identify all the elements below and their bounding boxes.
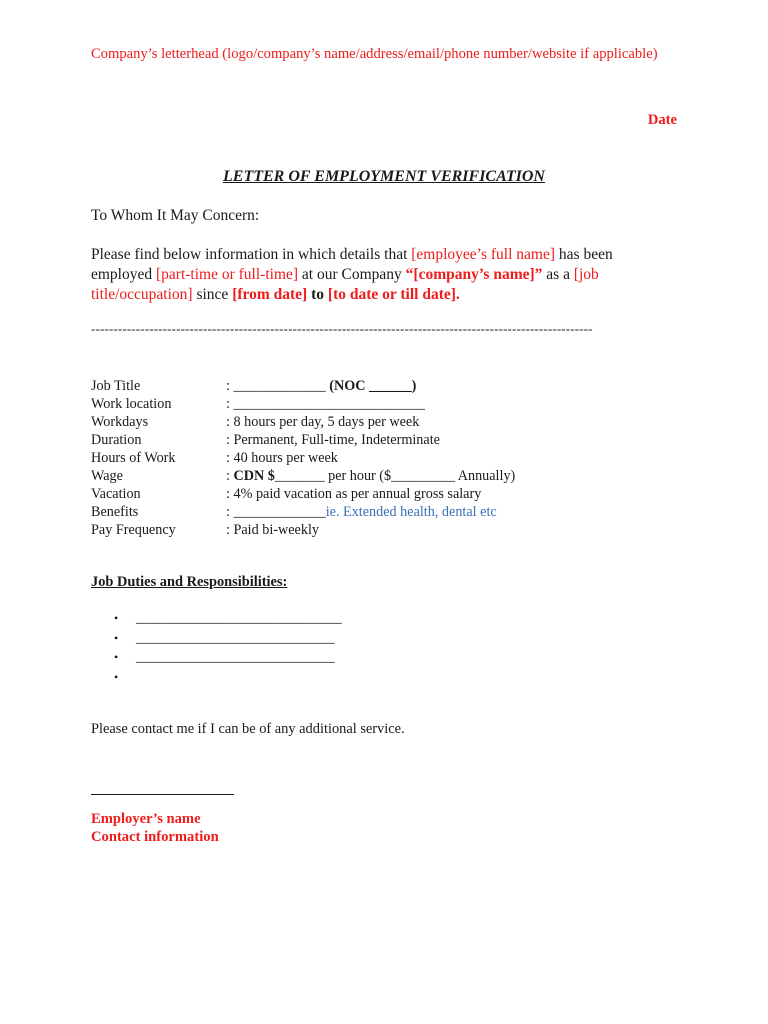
intro-text-6: to xyxy=(307,286,328,303)
detail-value: : _____________ (NOC ______) xyxy=(226,378,417,394)
detail-label: Work location xyxy=(91,396,172,412)
detail-row-job-title xyxy=(91,377,515,395)
detail-label: Pay Frequency xyxy=(91,522,176,538)
bullet-icon: • xyxy=(114,611,119,625)
job-title-placeholder: [job title/occupation] xyxy=(91,266,599,303)
detail-label: Benefits xyxy=(91,504,139,520)
detail-label: Duration xyxy=(91,432,142,448)
contact-info-placeholder: Contact information xyxy=(91,829,219,845)
list-item xyxy=(114,668,342,688)
detail-row-duration xyxy=(91,431,515,449)
letter-title: LETTER OF EMPLOYMENT VERIFICATION xyxy=(223,168,545,185)
intro-paragraph xyxy=(91,245,651,305)
intro-text-1: Please find below information in which details that xyxy=(91,246,412,263)
duty-blank: ____________________________ xyxy=(136,629,335,646)
detail-row-work-location xyxy=(91,395,515,413)
detail-value: : 4% paid vacation as per annual gross salary xyxy=(226,486,482,502)
dashed-separator: ---------------------------------------------------------------------------------------------------------------- xyxy=(91,321,593,336)
bullet-icon: • xyxy=(114,650,119,664)
company-name-placeholder: “[company’s name]” xyxy=(405,266,543,283)
duty-blank: _____________________________ xyxy=(136,610,342,626)
detail-row-pay-frequency xyxy=(91,521,515,539)
to-date-placeholder: [to date or till date]. xyxy=(327,286,460,303)
signature-block xyxy=(91,810,219,846)
intro-text-5: since xyxy=(192,286,233,303)
detail-label: Job Title xyxy=(91,378,141,394)
letterhead-placeholder: Company’s letterhead (logo/company’s name/address/email/phone number/website if applicable) xyxy=(91,46,658,62)
employment-type-placeholder: [part-time or full-time] xyxy=(156,266,299,283)
detail-value: : _____________ie. Extended health, dental etc xyxy=(226,504,497,520)
employee-name-placeholder: [employee’s full name] xyxy=(411,246,556,263)
benefits-example: ie. Extended health, dental etc xyxy=(325,504,497,520)
detail-value: : 8 hours per day, 5 days per week xyxy=(226,414,420,430)
detail-row-vacation xyxy=(91,485,515,503)
detail-label: Hours of Work xyxy=(91,450,176,466)
detail-label: Vacation xyxy=(91,486,141,502)
list-item xyxy=(114,609,342,629)
closing-line: Please contact me if I can be of any additional service. xyxy=(91,721,405,737)
employer-name-placeholder: Employer’s name xyxy=(91,811,201,827)
detail-row-workdays xyxy=(91,413,515,431)
intro-text-2: has been employed xyxy=(91,246,613,283)
bullet-icon: • xyxy=(114,630,119,645)
detail-value: : Permanent, Full-time, Indeterminate xyxy=(226,432,440,448)
signature-line xyxy=(91,794,234,795)
duty-blank: ____________________________ xyxy=(136,649,335,665)
detail-row-hours-of-work xyxy=(91,449,515,467)
detail-row-benefits xyxy=(91,503,515,521)
detail-label: Wage xyxy=(91,468,123,484)
salutation: To Whom It May Concern: xyxy=(91,207,260,224)
bullet-icon: • xyxy=(114,669,119,684)
detail-value: : 40 hours per week xyxy=(226,450,338,466)
intro-text-3: at our Company xyxy=(298,266,406,283)
duties-list xyxy=(114,609,342,687)
detail-value: : Paid bi-weekly xyxy=(226,522,319,538)
employment-details xyxy=(91,377,515,539)
detail-label: Workdays xyxy=(91,414,149,430)
from-date-placeholder: [from date] xyxy=(232,286,308,303)
detail-value: : ___________________________ xyxy=(226,396,426,412)
detail-row-wage xyxy=(91,467,515,485)
list-item xyxy=(114,648,342,668)
detail-value: : CDN $_______ per hour ($_________ Annually) xyxy=(226,468,516,484)
date-placeholder: Date xyxy=(647,112,677,128)
intro-text-4: as a xyxy=(542,266,574,283)
list-item xyxy=(114,629,342,649)
duties-heading: Job Duties and Responsibilities: xyxy=(91,574,288,590)
